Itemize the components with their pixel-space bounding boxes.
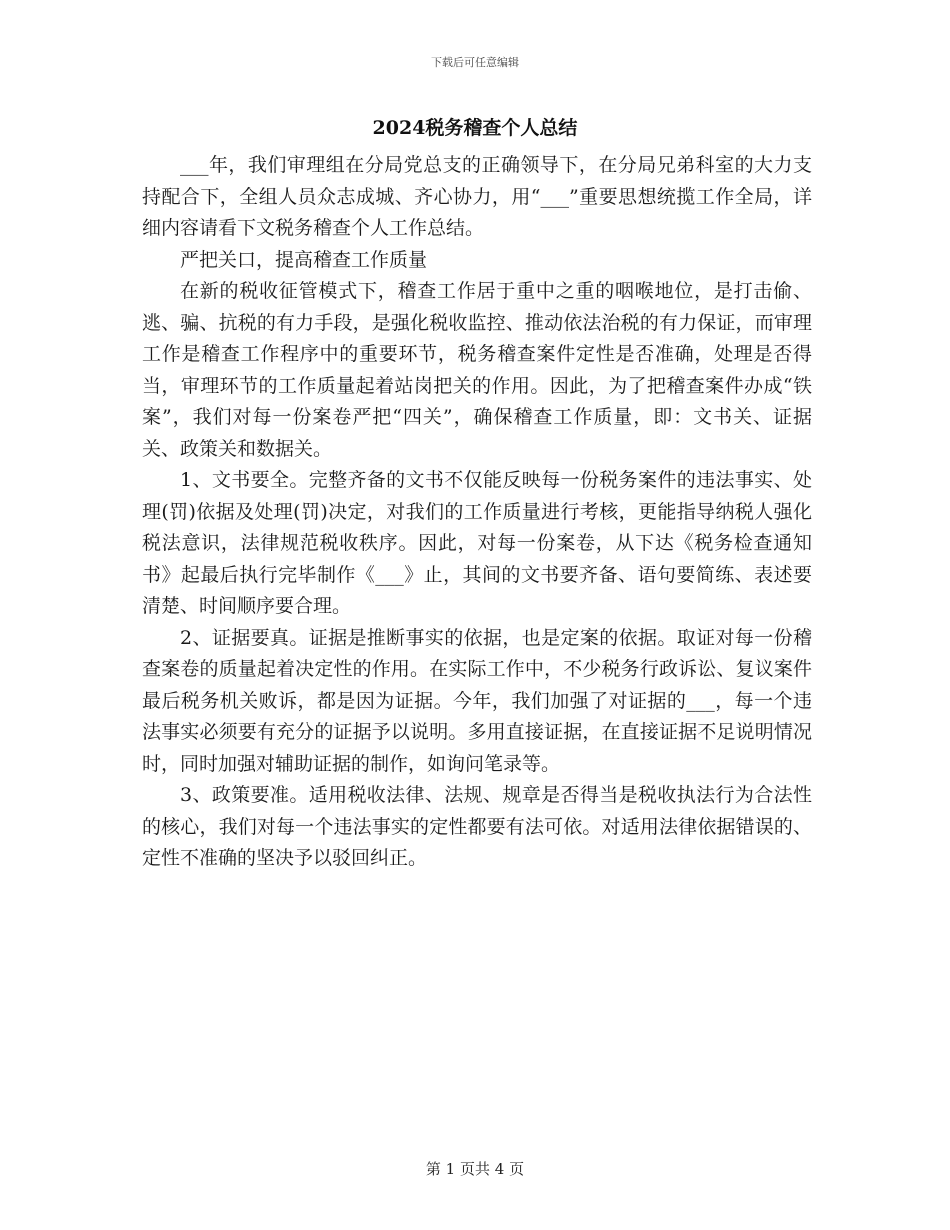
document-title: 2024税务稽查个人总结 [372, 117, 578, 139]
paragraph-policy: 3、政策要准。适用税收法律、法规、规章是否得当是税收执法行为合法性的核心，我们对每一个违法事实的定性都要有法可依。对适用法律依据错误的、定性不准确的坚决予以驳回纠正。 [142, 784, 812, 869]
paragraph-evidence: 2、证据要真。证据是推断事实的依据，也是定案的依据。取证对每一份稽查案卷的质量起着决定性的作用。在实际工作中，不少税务行政诉讼、复议案件最后税务机关败诉，都是因为证据。今年，我们加强了对证据的___，每一个违法事实必须要有充分的证据予以说明。多用直接证据，在直接证据不足说明情况时，同时加强对辅助证据的制作，如询问笔录等。 [142, 626, 812, 775]
page-header-note: 下载后可任意编辑 [431, 56, 519, 69]
paragraph-documents: 1、文书要全。完整齐备的文书不仅能反映每一份税务案件的违法事实、处理(罚)依据及处理(罚)决定，对我们的工作质量进行考核，更能指导纳税人强化税法意识，法律规范税收秩序。因此，对每一份案卷，从下达《税务检查通知书》起最后执行完毕制作《___》止，其间的文书要齐备、语句要简练、表述要清楚、时间顺序要合理。 [142, 469, 812, 617]
section-heading: 严把关口，提高稽查工作质量 [180, 248, 428, 271]
paragraph-intro: ___年，我们审理组在分局党总支的正确领导下，在分局兄弟科室的大力支持配合下，全组人员众志成城、齐心协力，用“___”重要思想统揽工作全局，详细内容请看下文税务稽查个人工作总结。 [142, 154, 812, 239]
page-number: 第 1 页共 4 页 [425, 1160, 525, 1178]
paragraph-overview: 在新的税收征管模式下，稽查工作居于重中之重的咽喉地位，是打击偷、逃、骗、抗税的有力手段，是强化税收监控、推动依法治税的有力保证，而审理工作是稽查工作程序中的重要环节，税务稽查案件定性是否准确，处理是否得当，审理环节的工作质量起着站岗把关的作用。因此，为了把稽查案件办成“铁案”，我们对每一份案卷严把“四关”，确保稽查工作质量，即：文书关、证据关、政策关和数据关。 [142, 280, 812, 460]
document-body [142, 150, 812, 875]
